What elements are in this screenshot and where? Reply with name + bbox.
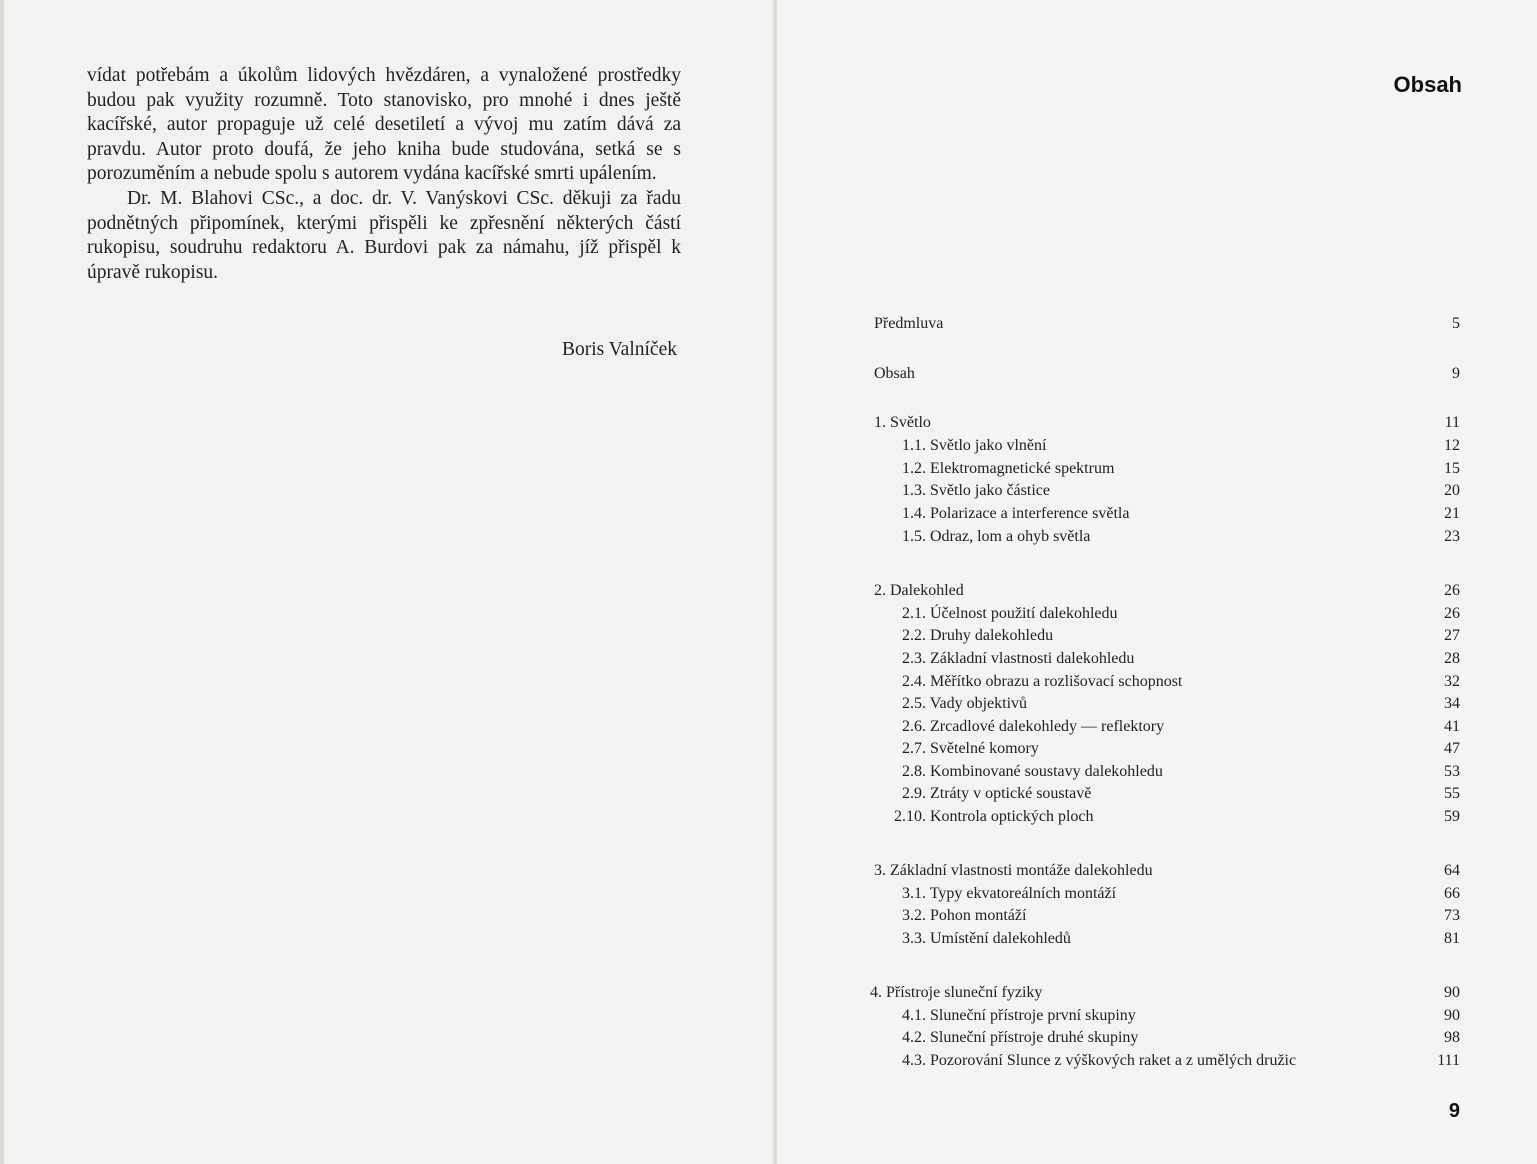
toc-entry-page: 9 [1452,365,1460,382]
toc-entry-page: 12 [1444,437,1460,454]
toc-entry-page: 41 [1444,718,1460,735]
toc-entry[interactable] [874,785,1460,805]
toc-entry-label: 4.1. Sluneční přístroje první skupiny [902,1007,1136,1024]
toc-entry-page: 64 [1444,862,1460,879]
toc-entry[interactable] [874,437,1460,457]
preface-text [87,64,681,285]
toc-entry-page: 90 [1444,984,1460,1001]
toc-entry-label: 2.3. Základní vlastnosti dalekohledu [902,650,1135,667]
toc-entry-label: 2.1. Účelnost použití dalekohledu [902,605,1118,622]
toc-entry-label: 2.6. Zrcadlové dalekohledy — reflektory [902,718,1165,735]
toc-entry-page: 28 [1444,650,1460,667]
toc-entry[interactable] [874,763,1460,783]
toc-entry[interactable] [874,740,1460,760]
toc-entry-label: 2.8. Kombinované soustavy dalekohledu [902,763,1163,780]
toc-entry[interactable] [874,695,1460,715]
toc-entry-page: 27 [1444,627,1460,644]
toc-entry-page: 66 [1444,885,1460,902]
toc-entry[interactable] [874,718,1460,738]
toc-entry[interactable] [870,984,1460,1004]
toc-entry-label: 2.4. Měřítko obrazu a rozlišovací schopnost [902,673,1183,690]
toc-entry-page: 15 [1444,460,1460,477]
toc-entry-label: 2.9. Ztráty v optické soustavě [902,785,1092,802]
toc-entry-page: 73 [1444,907,1460,924]
toc-entry-label: 2.2. Druhy dalekohledu [902,627,1054,644]
toc-entry-page: 32 [1444,673,1460,690]
toc-entry-label: 2.7. Světelné komory [902,740,1039,757]
toc-entry-label: 4.3. Pozorování Slunce z výškových raket a z umělých družic [902,1052,1297,1069]
toc-entry-label: 3.1. Typy ekvatoreálních montáží [902,885,1117,902]
toc-entry[interactable] [874,414,1460,434]
toc-entry[interactable] [874,627,1460,647]
toc-entry-page: 34 [1444,695,1460,712]
toc-entry-label: 3.3. Umístění dalekohledů [902,930,1071,947]
toc-entry[interactable] [874,930,1460,950]
toc-entry[interactable] [874,505,1460,525]
toc-entry-label: 1.3. Světlo jako částice [902,482,1050,499]
toc-entry[interactable] [874,482,1460,502]
author-signature: Boris Valníček [561,339,677,360]
toc-entry[interactable] [874,528,1460,548]
toc-entry-label: 4.2. Sluneční přístroje druhé skupiny [902,1029,1139,1046]
toc-entry-label: 4. Přístroje sluneční fyziky [870,984,1043,1001]
toc-entry-page: 21 [1444,505,1460,522]
toc-entry-page: 11 [1444,414,1460,431]
toc-entry-label: 2. Dalekohled [874,582,964,599]
toc-entry[interactable] [874,907,1460,927]
toc-entry-page: 98 [1444,1029,1460,1046]
toc-entry[interactable] [874,605,1460,625]
toc-entry-page: 111 [1437,1052,1460,1069]
toc-entry[interactable] [874,315,1460,335]
toc-entry-label: 1.4. Polarizace a interference světla [902,505,1130,522]
toc-entry[interactable] [874,582,1460,602]
toc-entry[interactable] [874,862,1460,882]
toc-entry[interactable] [874,808,1460,828]
toc-entry[interactable] [874,1052,1460,1072]
toc-entry-page: 23 [1444,528,1460,545]
preface-paragraph-1: vídat potřebám a úkolům lidových hvězdáren, a vynaložené prostředky budou pak využity rozumně. Toto stanovisko, pro mnohé i dnes ještě kacířské, autor propaguje už celé desetiletí a vývoj mu zatím dává za pravdu. Autor proto doufá, že jeho kniha bude studována, setká se s porozuměním a nebude spolu s autorem vydána kacířské smrti upálením. [87,65,681,185]
toc-entry-label: 2.5. Vady objektivů [902,695,1028,712]
toc-entry-page: 5 [1452,315,1460,332]
toc-entry[interactable] [874,460,1460,480]
page-edge [0,0,4,1164]
toc-entry-page: 55 [1444,785,1460,802]
toc-entry[interactable] [874,885,1460,905]
toc-entry-page: 26 [1444,605,1460,622]
toc-entry-label: 2.10. Kontrola optických ploch [894,808,1094,825]
toc-entry-page: 26 [1444,582,1460,599]
toc-entry-label: 3.2. Pohon montáží [902,907,1027,924]
page-number: 9 [1448,1100,1460,1122]
toc-entry-page: 47 [1444,740,1460,757]
toc-entry-page: 20 [1444,482,1460,499]
toc-entry-page: 59 [1444,808,1460,825]
toc-entry-label: 1.5. Odraz, lom a ohyb světla [902,528,1091,545]
toc-entry-page: 90 [1444,1007,1460,1024]
toc-entry-page: 53 [1444,763,1460,780]
toc-entry-label: 3. Základní vlastnosti montáže dalekohledu [874,862,1153,879]
toc-entry-page: 81 [1444,930,1460,947]
toc-entry[interactable] [874,365,1460,385]
preface-paragraph-2: Dr. M. Blahovi CSc., a doc. dr. V. Vanýskovi CSc. děkuji za řadu podnětných připomínek, kterými přispěli ke zpřesnění některých částí rukopisu, soudruhu redaktoru A. Burdovi pak za námahu, jíž přispěl k úpravě rukopisu. [87,187,681,283]
toc-entry[interactable] [874,673,1460,693]
toc-entry-label: 1. Světlo [874,414,931,431]
toc-entry[interactable] [874,650,1460,670]
toc-entry-label: 1.2. Elektromagnetické spektrum [902,460,1115,477]
toc-entry-label: Předmluva [874,315,944,332]
toc-entry[interactable] [874,1007,1460,1027]
toc-title: Obsah [1393,72,1462,97]
toc-entry-label: Obsah [874,365,915,382]
toc-entry-label: 1.1. Světlo jako vlnění [902,437,1047,454]
toc-entry[interactable] [874,1029,1460,1049]
